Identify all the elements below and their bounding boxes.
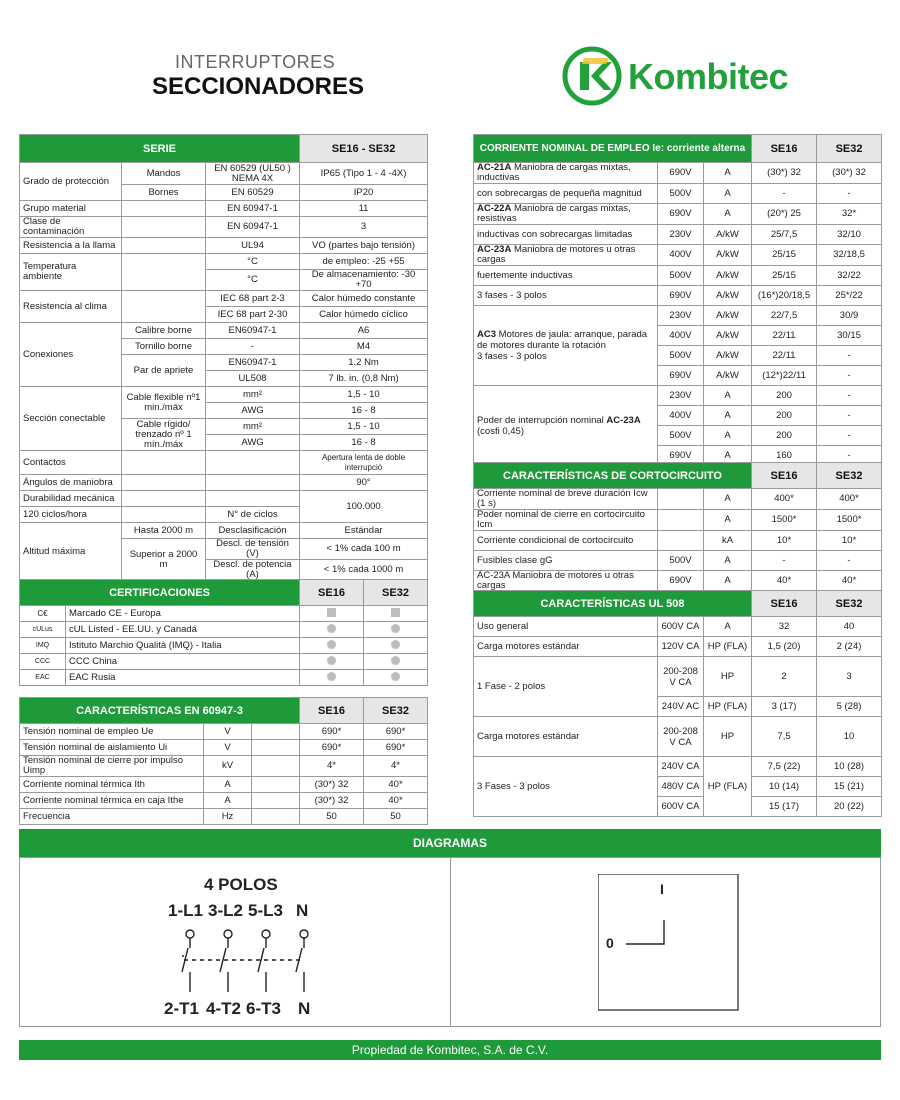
- ul-r5-s32: 10: [817, 717, 882, 757]
- serie-r8-d: Calor húmedo constante: [300, 291, 428, 307]
- cc-se32-header: SE32: [817, 463, 882, 489]
- ie-r3-s16: (20*) 25: [752, 204, 817, 225]
- ie-r11-s16: (12*)22/11: [752, 366, 817, 386]
- position-frame: [598, 874, 738, 1010]
- serie-r23-b: Superior a 2000 m: [122, 539, 206, 581]
- ie-r6-s32: 32/22: [817, 266, 882, 286]
- ie-r12-label: Poder de interrupción nominal: [477, 414, 607, 426]
- serie-r7-c: °C: [206, 270, 300, 291]
- serie-r3-d: 11: [300, 201, 428, 217]
- en60947-se16: 690*: [300, 740, 364, 756]
- cc-label: Corriente condicional de cortocircuito: [474, 531, 658, 551]
- footer-bar: Propiedad de Kombitec, S.A. de C.V.: [19, 1040, 881, 1060]
- en60947-se16: 4*: [300, 756, 364, 777]
- ul-r6-label: 3 Fases - 3 polos: [474, 757, 658, 817]
- cert-header: CERTIFICACIONES: [20, 580, 300, 606]
- ie-r15-u: A: [704, 446, 752, 466]
- en60947-label: Tensión nominal de cierre por impulso Uimp: [20, 756, 204, 777]
- cc-label: Poder nominal de cierre en cortocircuito Icm: [474, 510, 658, 531]
- serie-table: [19, 134, 428, 581]
- dot-indicator-icon: [391, 672, 400, 681]
- ie-r5-v: 400V: [658, 245, 704, 266]
- logo-icon: [562, 46, 622, 106]
- bottom-label-1: 2-T1: [164, 999, 199, 1018]
- en60947-unit: V: [204, 724, 252, 740]
- ie-r4-v: 230V: [658, 225, 704, 245]
- ie-r4-label: inductivas con sobrecargas limitadas: [474, 225, 658, 245]
- cc-se32: 10*: [817, 531, 882, 551]
- cc-label: Fusibles clase gG: [474, 551, 658, 571]
- ie-se32-header: SE32: [817, 135, 882, 163]
- serie-r8-a: Resistencia al clima: [20, 291, 122, 323]
- ie-r12-v: 230V: [658, 386, 704, 406]
- dot-indicator-icon: [327, 672, 336, 681]
- cc-se16: -: [752, 551, 817, 571]
- en60947-se16: 690*: [300, 724, 364, 740]
- ul-r5-v: 200-208 V CA: [658, 717, 704, 757]
- ul-r4-u: HP (FLA): [704, 697, 752, 717]
- ie-r12-s32: -: [817, 386, 882, 406]
- en60947-label: Tensión nominal de aislamiento Ui: [20, 740, 204, 756]
- en60947-unit: kV: [204, 756, 252, 777]
- ie-r1-v: 690V: [658, 163, 704, 184]
- ie-r8-u: A/kW: [704, 306, 752, 326]
- position-on-label: I: [660, 881, 664, 897]
- cc-se32: 1500*: [817, 510, 882, 531]
- poles-title: 4 POLOS: [204, 875, 278, 894]
- serie-r2-d: IP20: [300, 185, 428, 201]
- ie-r8-s32: 30/9: [817, 306, 882, 326]
- cc-se32: 400*: [817, 489, 882, 510]
- ie-r15-s32: -: [817, 446, 882, 466]
- cc-label: AC-23A Maniobra de motores u otras cargas: [474, 571, 658, 592]
- cc-u: kA: [704, 531, 752, 551]
- ie-r5-s32: 32/18,5: [817, 245, 882, 266]
- cc-v: 690V: [658, 571, 704, 592]
- cc-v: [658, 531, 704, 551]
- serie-r1-d: IP65 (Tipo 1 - 4 -4X): [300, 163, 428, 185]
- ie-r7-v: 690V: [658, 286, 704, 306]
- serie-r24-c: Descl. de potencia (A): [206, 560, 300, 581]
- ul-r1-u: A: [704, 617, 752, 637]
- serie-r8-c: IEC 68 part 2-3: [206, 291, 300, 307]
- ie-r2-u: A: [704, 184, 752, 204]
- cert-label: Istituto Marchio Qualità (IMQ) - Italia: [66, 638, 300, 654]
- dot-indicator-icon: [391, 656, 400, 665]
- diagrams-divider: [450, 858, 451, 1026]
- ul-r8-s16: 15 (17): [752, 797, 817, 817]
- en60947-se16-header: SE16: [300, 698, 364, 724]
- ul-r4-s32: 5 (28): [817, 697, 882, 717]
- ul-r8-s32: 20 (22): [817, 797, 882, 817]
- cc-u: A: [704, 571, 752, 592]
- ie-header: CORRIENTE NOMINAL DE EMPLEO Ie: corriente alterna: [474, 135, 752, 163]
- serie-r22-b: Hasta 2000 m: [122, 523, 206, 539]
- ul-r2-s16: 1,5 (20): [752, 637, 817, 657]
- ul-r2-v: 120V CA: [658, 637, 704, 657]
- en60947-se32: 40*: [364, 777, 428, 793]
- serie-r22-a: Altitud máxima: [20, 523, 122, 581]
- serie-r12-d: 1.2 Nm: [300, 355, 428, 371]
- serie-r1-a: Grado de protección: [20, 163, 122, 201]
- ie-r4-s16: 25/7,5: [752, 225, 817, 245]
- cert-label: CCC China: [66, 654, 300, 670]
- ie-r2-label: con sobrecargas de pequeña magnitud: [474, 184, 658, 204]
- cc-se32: 40*: [817, 571, 882, 592]
- ie-r2-s32: -: [817, 184, 882, 204]
- serie-r6-a: Temperatura ambiente: [20, 254, 122, 291]
- en60947-header: CARACTERÍSTICAS EN 60947-3: [20, 698, 300, 724]
- ie-r10-u: A/kW: [704, 346, 752, 366]
- ie-r12-label2: (cosfi 0,45): [477, 425, 524, 437]
- ccc-icon: CCC: [20, 654, 66, 670]
- serie-r11-d: M4: [300, 339, 428, 355]
- top-label-4: N: [296, 901, 309, 920]
- top-label-1: 1-L1: [168, 901, 203, 920]
- ie-r5-code: AC-23A: [477, 244, 512, 255]
- serie-r11-c: -: [206, 339, 300, 355]
- ul-r1-v: 600V CA: [658, 617, 704, 637]
- en60947-unit: V: [204, 740, 252, 756]
- serie-r16-b: Cable rígido/ trenzado nº 1 mín./máx: [122, 419, 206, 451]
- ie-r2-v: 500V: [658, 184, 704, 204]
- ie-r6-u: A/kW: [704, 266, 752, 286]
- cert-label: Marcado CE - Europa: [66, 606, 300, 622]
- cc-v: 500V: [658, 551, 704, 571]
- serie-r12-b: Par de apriete: [122, 355, 206, 387]
- ie-r9-u: A/kW: [704, 326, 752, 346]
- cert-se32-header: SE32: [364, 580, 428, 606]
- serie-r21-a: 120 ciclos/hora: [20, 507, 122, 523]
- ie-r12-code: AC-23A: [606, 414, 641, 426]
- ie-r4-u: A/kW: [704, 225, 752, 245]
- serie-r10-b: Calibre borne: [122, 323, 206, 339]
- ul-se16-header: SE16: [752, 591, 817, 617]
- kombitec-logo: [562, 46, 812, 106]
- ie-r3-s32: 32*: [817, 204, 882, 225]
- ie-r3-u: A: [704, 204, 752, 225]
- ul-r6-s32: 10 (28): [817, 757, 882, 777]
- ie-r10-s16: 22/11: [752, 346, 817, 366]
- en60947-table: [19, 697, 428, 825]
- serie-r19-a: Ángulos de maniobra: [20, 475, 122, 491]
- cc-se16: 10*: [752, 531, 817, 551]
- ie-r15-v: 690V: [658, 446, 704, 466]
- serie-r18-a: Contactos: [20, 451, 122, 475]
- serie-r11-b: Tornillo borne: [122, 339, 206, 355]
- cert-label: EAC Rusia: [66, 670, 300, 686]
- serie-r15-c: AWG: [206, 403, 300, 419]
- cc-u: A: [704, 510, 752, 531]
- en60947-se32: 4*: [364, 756, 428, 777]
- ie-r13-s32: -: [817, 406, 882, 426]
- cc-se16: 1500*: [752, 510, 817, 531]
- ie-r14-s32: -: [817, 426, 882, 446]
- serie-r16-d: 1,5 - 10: [300, 419, 428, 435]
- ie-r8-label: Motores de jaula: arranque, parada de motores durante la rotación: [477, 329, 648, 351]
- ul-r3-u: HP: [704, 657, 752, 697]
- serie-r22-d: Estándar: [300, 523, 428, 539]
- ie-r7-u: A/kW: [704, 286, 752, 306]
- ul-r8-v: 600V CA: [658, 797, 704, 817]
- ul-r3-s16: 2: [752, 657, 817, 697]
- ul-r6-u: HP (FLA): [704, 757, 752, 817]
- serie-r6-c: °C: [206, 254, 300, 270]
- ul-r7-v: 480V CA: [658, 777, 704, 797]
- ie-r1-s16: (30*) 32: [752, 163, 817, 184]
- logo-text: Kombitec: [628, 56, 789, 97]
- ie-se16-header: SE16: [752, 135, 817, 163]
- ie-r6-v: 500V: [658, 266, 704, 286]
- cc-u: A: [704, 489, 752, 510]
- en60947-se16: 50: [300, 809, 364, 825]
- diagrams-panel: [19, 857, 881, 1027]
- en60947-label: Corriente nominal térmica en caja Ithe: [20, 793, 204, 809]
- cc-label: Corriente nominal de breve duración Icw (1 s): [474, 489, 658, 510]
- ul-r4-s16: 3 (17): [752, 697, 817, 717]
- ie-r3-label: Maniobra de cargas mixtas, resistivas: [477, 203, 631, 224]
- ie-r12-u: A: [704, 386, 752, 406]
- ie-r14-u: A: [704, 426, 752, 446]
- serie-r14-a: Sección conectable: [20, 387, 122, 451]
- en60947-se32-header: SE32: [364, 698, 428, 724]
- en60947-label: Tensión nominal de empleo Ue: [20, 724, 204, 740]
- ul-r5-label: Carga motores estándar: [474, 717, 658, 757]
- serie-r23-d: < 1% cada 100 m: [300, 539, 428, 560]
- cc-v: [658, 489, 704, 510]
- serie-r6-d: de empleo: -25 +55: [300, 254, 428, 270]
- ie-r8-label2: 3 fases - 3 polos: [477, 351, 547, 362]
- ie-r8-code: AC3: [477, 329, 497, 340]
- diagrams-header: DIAGRAMAS: [19, 829, 881, 857]
- cc-u: A: [704, 551, 752, 571]
- ie-r13-s16: 200: [752, 406, 817, 426]
- en60947-se16: (30*) 32: [300, 777, 364, 793]
- ul-r2-s32: 2 (24): [817, 637, 882, 657]
- ie-r9-s32: 30/15: [817, 326, 882, 346]
- serie-r17-d: 16 - 8: [300, 435, 428, 451]
- position-off-label: 0: [606, 935, 614, 951]
- pole-contacts: [182, 930, 308, 992]
- ul-r2-label: Carga motores estándar: [474, 637, 658, 657]
- en60947-unit: Hz: [204, 809, 252, 825]
- bottom-label-3: 6-T3: [246, 999, 281, 1018]
- serie-r7-d: De almacenamiento: -30 +70: [300, 270, 428, 291]
- serie-r9-d: Calor húmedo cíclico: [300, 307, 428, 323]
- en60947-label: Corriente nominal térmica Ith: [20, 777, 204, 793]
- title-line-2: SECCIONADORES: [152, 73, 365, 100]
- serie-r5-d: VO (partes bajo tensión): [300, 238, 428, 254]
- serie-r10-c: EN60947-1: [206, 323, 300, 339]
- ul-r3-s32: 3: [817, 657, 882, 697]
- ie-r12-s16: 200: [752, 386, 817, 406]
- serie-r18-d: Apertura lenta de doble interrupció: [300, 451, 428, 475]
- square-indicator-icon: [391, 608, 400, 617]
- ul-r6-s16: 7,5 (22): [752, 757, 817, 777]
- cc-header: CARACTERÍSTICAS DE CORTOCIRCUITO: [474, 463, 752, 489]
- ie-r11-u: A/kW: [704, 366, 752, 386]
- ie-r8-s16: 22/7,5: [752, 306, 817, 326]
- en60947-se32: 690*: [364, 740, 428, 756]
- bottom-label-4: N: [298, 999, 311, 1018]
- ul-r1-label: Uso general: [474, 617, 658, 637]
- cc-v: [658, 510, 704, 531]
- ul-se32-header: SE32: [817, 591, 882, 617]
- serie-r2-b: Bornes: [122, 185, 206, 201]
- cc-se32: -: [817, 551, 882, 571]
- en60947-label: Frecuencia: [20, 809, 204, 825]
- ie-r1-code: AC-21A: [477, 162, 512, 173]
- en60947-se16: (30*) 32: [300, 793, 364, 809]
- square-indicator-icon: [327, 608, 336, 617]
- ie-r11-s32: -: [817, 366, 882, 386]
- serie-r13-c: UL508: [206, 371, 300, 387]
- eac-icon: EAC: [20, 670, 66, 686]
- serie-r23-c: Descl. de tensión (V): [206, 539, 300, 560]
- serie-r13-d: 7 lb. in. (0,8 Nm): [300, 371, 428, 387]
- ce-mark-icon: C€: [20, 606, 66, 622]
- serie-r10-a: Conexiones: [20, 323, 122, 387]
- four-pole-switch-diagram: [160, 864, 360, 1024]
- ie-r1-u: A: [704, 163, 752, 184]
- bottom-label-2: 4-T2: [206, 999, 241, 1018]
- ul-r1-s16: 32: [752, 617, 817, 637]
- ie-r9-s16: 22/11: [752, 326, 817, 346]
- ie-r13-u: A: [704, 406, 752, 426]
- cc-se16-header: SE16: [752, 463, 817, 489]
- en60947-unit: A: [204, 777, 252, 793]
- ie-r4-s32: 32/10: [817, 225, 882, 245]
- en60947-se32: 690*: [364, 724, 428, 740]
- en60947-unit: A: [204, 793, 252, 809]
- dot-indicator-icon: [327, 656, 336, 665]
- serie-r21-c: N° de ciclos: [206, 507, 300, 523]
- en60947-se32: 50: [364, 809, 428, 825]
- serie-r14-b: Cable flexible nº1 min./máx: [122, 387, 206, 419]
- cert-se16-header: SE16: [300, 580, 364, 606]
- serie-r10-d: A6: [300, 323, 428, 339]
- title-line-1: INTERRUPTORES: [175, 52, 336, 72]
- cc-se16: 400*: [752, 489, 817, 510]
- ie-r5-u: A/kW: [704, 245, 752, 266]
- serie-r1-c: EN 60529 (UL50 ) NEMA 4X: [206, 163, 300, 185]
- serie-r17-c: AWG: [206, 435, 300, 451]
- dot-indicator-icon: [327, 640, 336, 649]
- ie-r11-v: 690V: [658, 366, 704, 386]
- serie-r3-c: EN 60947-1: [206, 201, 300, 217]
- cc-se16: 40*: [752, 571, 817, 592]
- dot-indicator-icon: [391, 640, 400, 649]
- dot-indicator-icon: [391, 624, 400, 633]
- serie-r9-c: IEC 68 part 2-30: [206, 307, 300, 323]
- ul-r5-u: HP: [704, 717, 752, 757]
- ul-r4-v: 240V AC: [658, 697, 704, 717]
- ie-r14-v: 500V: [658, 426, 704, 446]
- serie-r4-d: 3: [300, 217, 428, 238]
- serie-r2-c: EN 60529: [206, 185, 300, 201]
- en60947-se32: 40*: [364, 793, 428, 809]
- serie-r16-c: mm²: [206, 419, 300, 435]
- serie-r1-b: Mandos: [122, 163, 206, 185]
- cul-listed-icon: cULus: [20, 622, 66, 638]
- ie-r6-s16: 25/15: [752, 266, 817, 286]
- ul-r3-v: 200-208 V CA: [658, 657, 704, 697]
- ie-r7-label: 3 fases - 3 polos: [474, 286, 658, 306]
- top-label-2: 3-L2: [208, 901, 243, 920]
- imq-icon: IMQ: [20, 638, 66, 654]
- ul-r2-u: HP (FLA): [704, 637, 752, 657]
- serie-r14-c: mm²: [206, 387, 300, 403]
- ie-r1-s32: (30*) 32: [817, 163, 882, 184]
- serie-r20-a: Durabilidad mecánica: [20, 491, 122, 507]
- serie-r15-d: 16 - 8: [300, 403, 428, 419]
- position-arrow: [626, 920, 664, 944]
- ie-table: [473, 134, 882, 466]
- ul-r7-s32: 15 (21): [817, 777, 882, 797]
- serie-r14-d: 1,5 - 10: [300, 387, 428, 403]
- ie-r1-label: Maniobra de cargas mixtas, inductivas: [477, 162, 631, 183]
- cortocircuito-table: [473, 462, 882, 592]
- ie-r9-v: 400V: [658, 326, 704, 346]
- ie-r2-s16: -: [752, 184, 817, 204]
- ie-r10-s32: -: [817, 346, 882, 366]
- ie-r10-v: 500V: [658, 346, 704, 366]
- ie-r6-label: fuertemente inductivas: [474, 266, 658, 286]
- serie-r5-c: UL94: [206, 238, 300, 254]
- ie-r7-s16: (16*)20/18,5: [752, 286, 817, 306]
- ul-r1-s32: 40: [817, 617, 882, 637]
- ul-r7-s16: 10 (14): [752, 777, 817, 797]
- ul-r5-s16: 7,5: [752, 717, 817, 757]
- ie-r5-label: Maniobra de motores u otras cargas: [477, 244, 636, 265]
- switch-position-diagram: [598, 874, 758, 1014]
- serie-r4-a: Clase de contaminación: [20, 217, 122, 238]
- ie-r7-s32: 25*/22: [817, 286, 882, 306]
- ie-r13-v: 400V: [658, 406, 704, 426]
- serie-r3-a: Grupo material: [20, 201, 122, 217]
- serie-r12-c: EN60947-1: [206, 355, 300, 371]
- ul-r3-label: 1 Fase - 2 polos: [474, 657, 658, 717]
- ie-r15-s16: 160: [752, 446, 817, 466]
- ul-header: CARACTERÍSTICAS UL 508: [474, 591, 752, 617]
- serie-model-header: SE16 - SE32: [300, 135, 428, 163]
- serie-r22-c: Desclasificación: [206, 523, 300, 539]
- ul-r6-v: 240V CA: [658, 757, 704, 777]
- serie-r19-d: 90°: [300, 475, 428, 491]
- dot-indicator-icon: [327, 624, 336, 633]
- cert-table: [19, 579, 428, 686]
- serie-r4-c: EN 60947-1: [206, 217, 300, 238]
- serie-header: SERIE: [20, 135, 300, 163]
- ie-r5-s16: 25/15: [752, 245, 817, 266]
- serie-r24-d: < 1% cada 1000 m: [300, 560, 428, 581]
- ie-r14-s16: 200: [752, 426, 817, 446]
- serie-r20-d: 100.000: [300, 491, 428, 523]
- ie-r8-v: 230V: [658, 306, 704, 326]
- ie-r3-code: AC-22A: [477, 203, 512, 214]
- serie-r5-a: Resistencia a la llama: [20, 238, 122, 254]
- cert-label: cUL Listed - EE.UU. y Canadá: [66, 622, 300, 638]
- ie-r3-v: 690V: [658, 204, 704, 225]
- ul508-table: [473, 590, 882, 817]
- top-label-3: 5-L3: [248, 901, 283, 920]
